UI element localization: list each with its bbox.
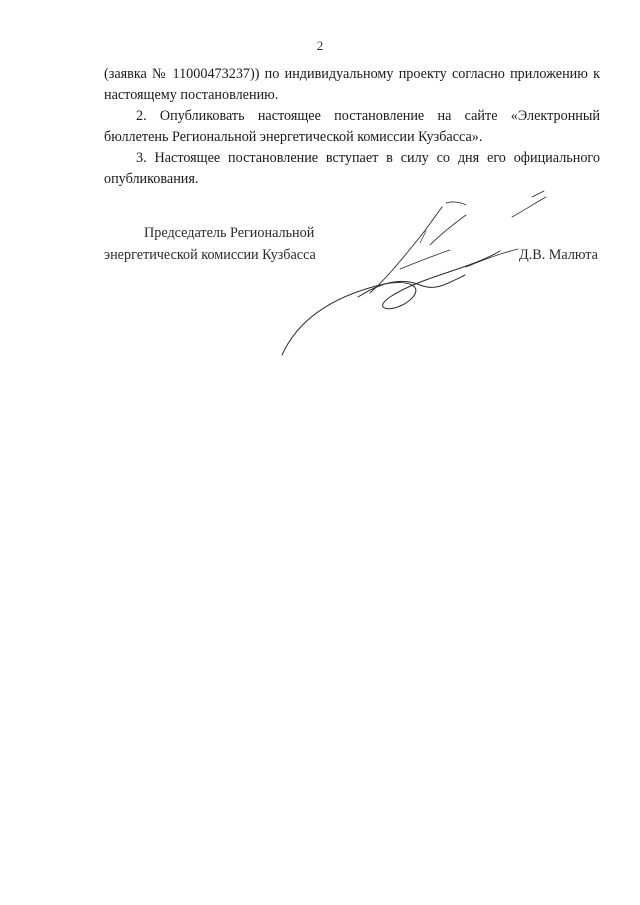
handwritten-signature	[270, 185, 560, 365]
signatory-name: Д.В. Малюта	[519, 247, 598, 263]
signatory-title-line-2: энергетической комиссии Кузбасса	[104, 247, 316, 263]
signatory-title-line-1: Председатель Региональной	[144, 225, 315, 241]
paragraph-item-2: 2. Опубликовать настоящее постановление на сайте «Электронный бюллетень Региональной энергетической комиссии Кузбасса».	[104, 108, 600, 145]
document-body	[104, 64, 600, 190]
paragraph-item-3: 3. Настоящее постановление вступает в силу со дня его официального опубликования.	[104, 150, 600, 187]
paragraph-continuation: (заявка № 11000473237)) по индивидуальному проекту согласно приложению к настоящему постановлению.	[104, 66, 600, 103]
page-number: 2	[316, 38, 324, 53]
